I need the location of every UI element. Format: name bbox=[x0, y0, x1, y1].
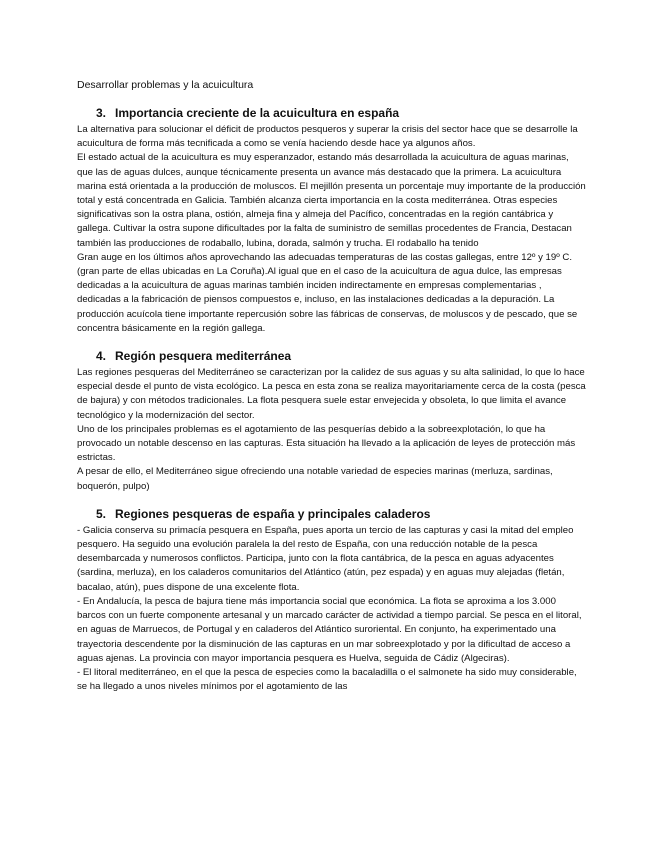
section-3 bbox=[77, 105, 587, 336]
paragraph: A pesar de ello, el Mediterráneo sigue ofreciendo una notable variedad de especies marinas (merluza, sardinas, boquerón, pulpo) bbox=[77, 466, 553, 492]
section-4 bbox=[77, 348, 587, 494]
paragraph: - Galicia conserva su primacía pesquera en España, pues aporta un tercio de las capturas y casi la mitad del empleo pesquero. Ha seguido una evolución paralela la del resto de España, con una reducción notable de la pesca desembarcada y numerosos conflictos. Participa, junto con la flota cantábrica, de la pesca en aguas adyacentes (sardina, merluza), en los caladeros comunitarios del Atlántico (atún, pez espada) y en aguas muy alejadas (fletán, bacalao, atún), pues dispone de una excelente flota. bbox=[77, 524, 574, 593]
section-heading bbox=[96, 105, 587, 121]
paragraph: Las regiones pesqueras del Mediterráneo se caracterizan por la calidez de sus aguas y su alta salinidad, lo que lo hace especial desde el punto de vista ecológico. La pesca en esta zona se realiza mayoritariamente cerca de la costa (pesca de bajura) y con métodos tradicionales. La flota pesquera suele estar envejecida y obsoleta, lo que limita el avance tecnológico y la modernización del sector. bbox=[77, 367, 586, 421]
paragraph: La alternativa para solucionar el déficit de productos pesqueros y superar la crisis del sector hace que se desarrolle la acuicultura de forma más tecnificada a como se venía haciendo desde hace ya algunos años. bbox=[77, 124, 578, 150]
section-title: Región pesquera mediterránea bbox=[115, 349, 292, 364]
section-title: Importancia creciente de la acuicultura en españa bbox=[115, 106, 400, 120]
section-number: 5. bbox=[96, 506, 107, 521]
paragraph: Uno de los principales problemas es el agotamiento de las pesquerías debido a la sobreexplotación, lo que ha provocado un notable descenso en las capturas. Esta situación ha llevado a la aplicación de leyes de protección más estrictas. bbox=[77, 423, 576, 464]
paragraph: Gran auge en los últimos años aprovechando las adecuadas temperaturas de las costas gallegas, entre 12º y 19º C. (gran parte de ellas ubicadas en La Coruña).Al igual que en el caso de la acuicultura de agua dulce, las empresas dedicadas a la acuicultura de aguas marinas también inciden indirectamente en empresas complementarias , dedicadas a la fabricación de piensos compuestos e, incluso, en las instalaciones dedicadas a la depuración. La producción acuícola tiene importante repercusión sobre las fábricas de conservas, de moluscos y de pescado, que se concentra básicamente en la región gallega. bbox=[77, 251, 578, 334]
section-heading bbox=[96, 506, 587, 522]
paragraph: - En Andalucía, la pesca de bajura tiene más importancia social que económica. La flota se aproxima a los 3.000 barcos con un fuerte componente artesanal y un marcado carácter de actividad a tiempo parcial. Se pesca en el litoral, en aguas de Marruecos, de Portugal y en caladeros del Atlántico suroriental. En conjunto, ha experimentado una trayectoria descendente por la disminución de las capturas en un mar sobreexplotado y por la dificultad de acceso a aguas ajenas. La provincia con mayor importancia pesquera es Huelva, seguida de Cádiz (Algeciras). bbox=[77, 595, 582, 664]
section-heading bbox=[96, 348, 587, 364]
intro-line: Desarrollar problemas y la acuicultura bbox=[77, 79, 254, 91]
paragraph: - El litoral mediterráneo, en el que la pesca de especies como la bacaladilla o el salmonete ha sido muy considerable, se ha llegado a unos niveles mínimos por el agotamiento de las bbox=[77, 666, 577, 693]
section-5 bbox=[77, 506, 587, 694]
document-body bbox=[77, 78, 587, 706]
paragraph: El estado actual de la acuicultura es muy esperanzador, estando más desarrollada la acuicultura de aguas marinas, que las de aguas dulces, aunque técnicamente presenta un avance más destacado que la primera. La acuicultura marina está orientada a la producción de moluscos. El mejillón presenta un porcentaje muy importante de la producción total y está concentrada en Galicia. También alcanza cierta importancia en la costa mediterránea. Otras especies significativas son la ostra plana, ostión, almeja fina y almeja del Pacífico, concentradas en la región cantábrica y gallega. Cultivar la ostra supone dificultades por la falta de suministro de semillas procedentes de Francia, Destacan también las producciones de rodaballo, lubina, dorada, salmón y trucha. El rodaballo ha tenido bbox=[77, 152, 586, 249]
section-title: Regiones pesqueras de españa y principales caladeros bbox=[115, 506, 431, 521]
section-number: 4. bbox=[96, 349, 107, 364]
section-number: 3. bbox=[96, 106, 107, 120]
